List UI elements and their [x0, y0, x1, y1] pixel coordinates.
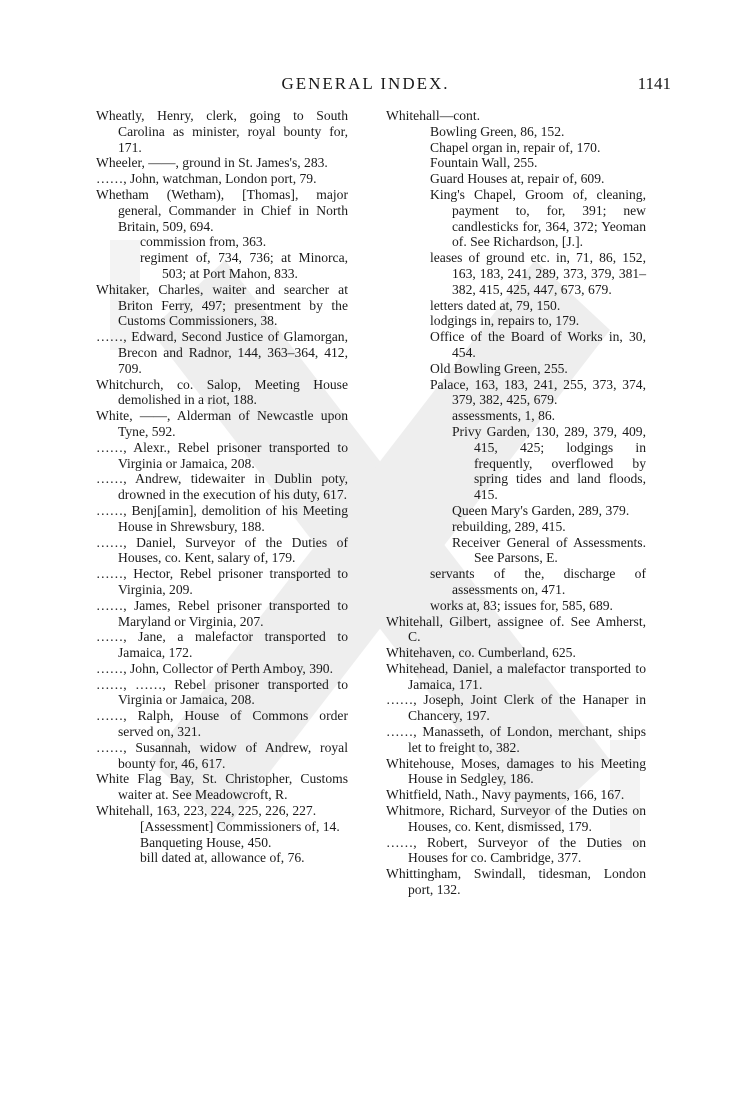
index-entry: White Flag Bay, St. Christopher, Customs waiter at. See Meadowcroft, R.	[96, 771, 348, 803]
index-entry: works at, 83; issues for, 585, 689.	[430, 597, 613, 613]
index-entry: ……, Manasseth, of London, merchant, ships let to freight to, 382.	[386, 724, 646, 755]
index-entry: ……, Andrew, tidewaiter in Dublin poty, drowned in the execution of his duty, 617.	[96, 471, 348, 503]
index-entry: Wheatly, Henry, clerk, going to South Carolina as minister, royal bounty for, 171.	[96, 108, 348, 155]
index-entry: Bowling Green, 86, 152.	[430, 123, 565, 139]
index-entry: Banqueting House, 450.	[140, 834, 272, 850]
page-number: 1141	[637, 74, 671, 93]
index-entry: Chapel organ in, repair of, 170.	[430, 139, 601, 155]
index-entry: Office of the Board of Works in, 30, 454.	[430, 329, 646, 360]
index-entry: ……, John, watchman, London port, 79.	[96, 171, 317, 187]
index-entry: ……, Susannah, widow of Andrew, royal bounty for, 46, 617.	[96, 739, 348, 771]
index-entry: Whitehall, Gilbert, assignee of. See Amherst, C.	[386, 613, 646, 645]
index-entry: Whitehead, Daniel, a malefactor transported to Jamaica, 171.	[386, 660, 646, 692]
index-entry: ……, Joseph, Joint Clerk of the Hanaper in Chancery, 197.	[386, 692, 646, 724]
index-entry: White, ——, Alderman of Newcastle upon Tyne, 592.	[96, 408, 348, 439]
index-entry: ……, James, Rebel prisoner transported to Maryland or Virginia, 207.	[96, 597, 348, 629]
index-entry: Whitehall—cont.	[386, 108, 480, 123]
index-entry: assessments, 1, 86.	[452, 408, 556, 424]
index-entry: leases of ground etc. in, 71, 86, 152, 163, 183, 241, 289, 373, 379, 381–382, 415, 425, 447, 673, 679.	[430, 250, 646, 297]
index-entry: bill dated at, allowance of, 76.	[140, 850, 305, 866]
index-entry: rebuilding, 289, 415.	[452, 518, 566, 534]
index-entry: ……, John, Collector of Perth Amboy, 390.	[96, 660, 333, 676]
index-entry: Queen Mary's Garden, 289, 379.	[452, 502, 630, 518]
index-entry: ……, Alexr., Rebel prisoner transported to Virginia or Jamaica, 208.	[96, 439, 348, 471]
index-entry: servants of the, discharge of assessments on, 471.	[430, 566, 646, 597]
index-entry: lodgings in, repairs to, 179.	[430, 313, 580, 329]
index-entry: ……, Robert, Surveyor of the Duties on Houses for co. Cambridge, 377.	[386, 834, 646, 866]
index-entry: commission from, 363.	[140, 234, 267, 250]
index-entry: Palace, 163, 183, 241, 255, 373, 374, 379, 382, 425, 679.	[430, 376, 646, 408]
index-entry: King's Chapel, Groom of, cleaning, payment to, for, 391; new candlesticks for, 364, 372; Yeoman of. See Richardson, [J.].	[430, 186, 646, 250]
index-entry: ……, Jane, a malefactor transported to Jamaica, 172.	[96, 629, 348, 661]
index-entry: ……, ……, Rebel prisoner transported to Virginia or Jamaica, 208.	[96, 676, 348, 708]
index-entry: Whitehaven, co. Cumberland, 625.	[386, 645, 576, 661]
index-entry: Privy Garden, 130, 289, 379, 409, 415, 425; lodgings in frequently, overflowed by spring tides and land floods, 415.	[452, 423, 646, 503]
index-entry: Fountain Wall, 255.	[430, 155, 538, 171]
index-entry: ……, Daniel, Surveyor of the Duties of Houses, co. Kent, salary of, 179.	[96, 534, 348, 566]
page-title: GENERAL INDEX.	[281, 74, 450, 93]
index-entry: ……, Hector, Rebel prisoner transported to Virginia, 209.	[96, 566, 348, 597]
index-entry: Whitfield, Nath., Navy payments, 166, 167.	[386, 787, 625, 803]
index-entry: Whittingham, Swindall, tidesman, London port, 132.	[386, 866, 646, 898]
index-entry: Whitehouse, Moses, damages to his Meeting House in Sedgley, 186.	[386, 755, 646, 787]
index-entry: Receiver General of Assessments. See Parsons, E.	[452, 534, 646, 566]
index-entry: ……, Benj[amin], demolition of his Meeting House in Shrewsbury, 188.	[96, 502, 348, 534]
index-column-right	[386, 108, 646, 898]
index-entry: Whetham (Wetham), [Thomas], major general, Commander in Chief in North Britain, 509, 694.	[96, 186, 348, 234]
index-entry: ……, Ralph, House of Commons order served on, 321.	[96, 708, 348, 740]
index-entry: Old Bowling Green, 255.	[430, 360, 568, 376]
index-column-left	[96, 108, 348, 866]
index-entry: Whitmore, Richard, Surveyor of the Duties on Houses, co. Kent, dismissed, 179.	[386, 803, 646, 834]
index-entry: Whitehall, 163, 223, 224, 225, 226, 227.	[96, 803, 317, 819]
index-entry: [Assessment] Commissioners of, 14.	[140, 818, 340, 834]
index-entry: Whitaker, Charles, waiter and searcher at Briton Ferry, 497; presentment by the Customs Commissioners, 38.	[96, 281, 348, 329]
index-entry: regiment of, 734, 736; at Minorca, 503; at Port Mahon, 833.	[140, 250, 348, 281]
index-entry: ……, Edward, Second Justice of Glamorgan, Brecon and Radnor, 144, 363–364, 412, 709.	[96, 329, 348, 376]
index-entry: Guard Houses at, repair of, 609.	[430, 171, 605, 187]
index-entry: Whitchurch, co. Salop, Meeting House demolished in a riot, 188.	[96, 376, 348, 408]
index-entry: Wheeler, ——, ground in St. James's, 283.	[96, 155, 328, 171]
index-entry: letters dated at, 79, 150.	[430, 297, 561, 313]
